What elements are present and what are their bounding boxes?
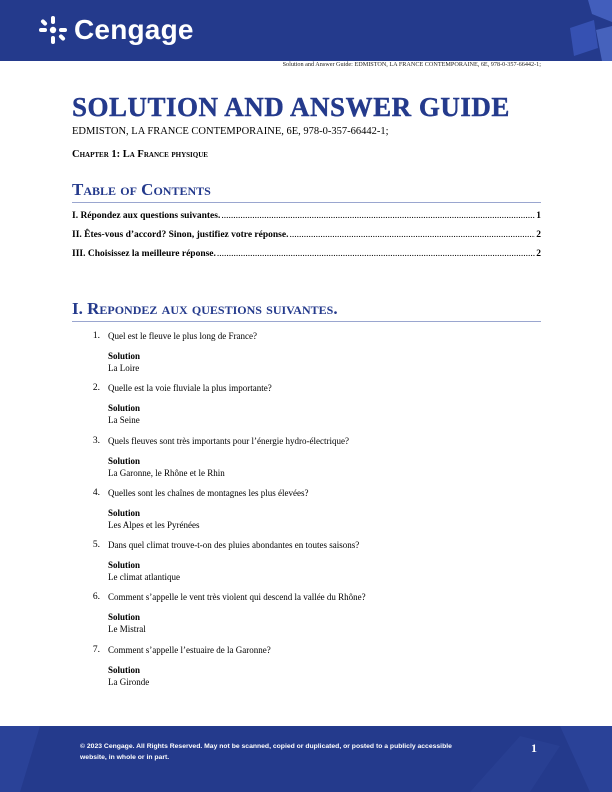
question-number: 3. [92,435,100,446]
solution-label: Solution [108,351,141,361]
question-number: 5. [92,540,100,551]
page-title: SOLUTION AND ANSWER GUIDE [72,92,510,122]
solution-label: Solution [108,403,141,414]
question-number: 6. [92,592,100,603]
toc-entry-page: 1 [536,211,541,221]
answer-text: Le climat atlantique [108,572,180,583]
list-item [86,383,536,435]
question-text: Quels fleuves sont très importants pour l’énergie hydro-électrique? [108,435,350,446]
toc-entry-label: III. Choisissez la meilleure réponse. [72,249,216,259]
cengage-logo [38,15,194,45]
solution-label: Solution [108,560,141,571]
question-number: 4. [92,487,100,498]
toc-entry-label: I. Répondez aux questions suivantes. [72,211,221,221]
cengage-logo-mark-icon [38,15,68,45]
header-decoration [552,0,612,61]
list-item [86,436,536,488]
question-text: Comment s’appelle le vent très violent qui descend la vallée du Rhône? [108,592,366,603]
toc-leader [221,211,535,221]
question-list [86,331,536,697]
toc-entry-page: 2 [536,230,541,240]
page-number: 1 [531,741,537,755]
question-number: 7. [92,644,100,655]
solution-label: Solution [108,507,141,518]
list-item [86,645,536,697]
footer-band [0,726,612,792]
question-text: Quel est le fleuve le plus long de France? [108,331,257,341]
toc-entry[interactable] [72,230,541,249]
answer-text: La Loire [108,363,140,373]
answer-text: La Gironde [108,676,150,687]
question-number: 1. [92,331,100,341]
list-item [86,488,536,540]
list-item [86,331,536,383]
header-band [0,0,612,61]
answer-text: Les Alpes et les Pyrénées [108,519,200,530]
solution-label: Solution [108,455,141,466]
solution-label: Solution [108,612,141,623]
section-heading: I. Repondez aux questions suivantes. [72,299,541,322]
toc-entry-label: II. Êtes-vous d’accord? Sinon, justifiez votre réponse. [72,230,289,240]
answer-text: Le Mistral [108,624,146,635]
copyright-notice: © 2023 Cengage. All Rights Reserved. May not be scanned, copied or duplicated, or posted to a publicly accessible website, in whole or in part. [80,743,452,761]
chapter-heading: Chapter 1: La France physique [72,149,208,160]
document-subtitle: EDMISTON, LA FRANCE CONTEMPORAINE, 6E, 978-0-357-66442-1; [72,126,389,137]
cengage-logo-text: Cengage [74,14,194,45]
toc-leader [289,230,535,240]
question-text: Comment s’appelle l’estuaire de la Garonne? [108,644,271,655]
question-text: Quelle est la voie fluviale la plus importante? [108,383,272,394]
question-text: Dans quel climat trouve-t-on des pluies abondantes en toutes saisons? [108,540,360,551]
question-number: 2. [92,383,100,394]
answer-text: La Garonne, le Rhône et le Rhin [108,467,225,478]
list-item [86,540,536,592]
toc-leader [217,249,535,259]
toc-entry-page: 2 [536,249,541,259]
list-item [86,592,536,644]
running-head: Solution and Answer Guide: EDMISTON, LA FRANCE CONTEMPORAINE, 6E, 978-0-357-66442-1; [282,61,541,68]
question-text: Quelles sont les chaînes de montagnes les plus élevées? [108,487,309,498]
table-of-contents [72,211,541,268]
toc-entry[interactable] [72,249,541,268]
toc-heading: Table of Contents [72,180,541,203]
solution-label: Solution [108,664,141,675]
answer-text: La Seine [108,415,140,426]
toc-entry[interactable] [72,211,541,230]
